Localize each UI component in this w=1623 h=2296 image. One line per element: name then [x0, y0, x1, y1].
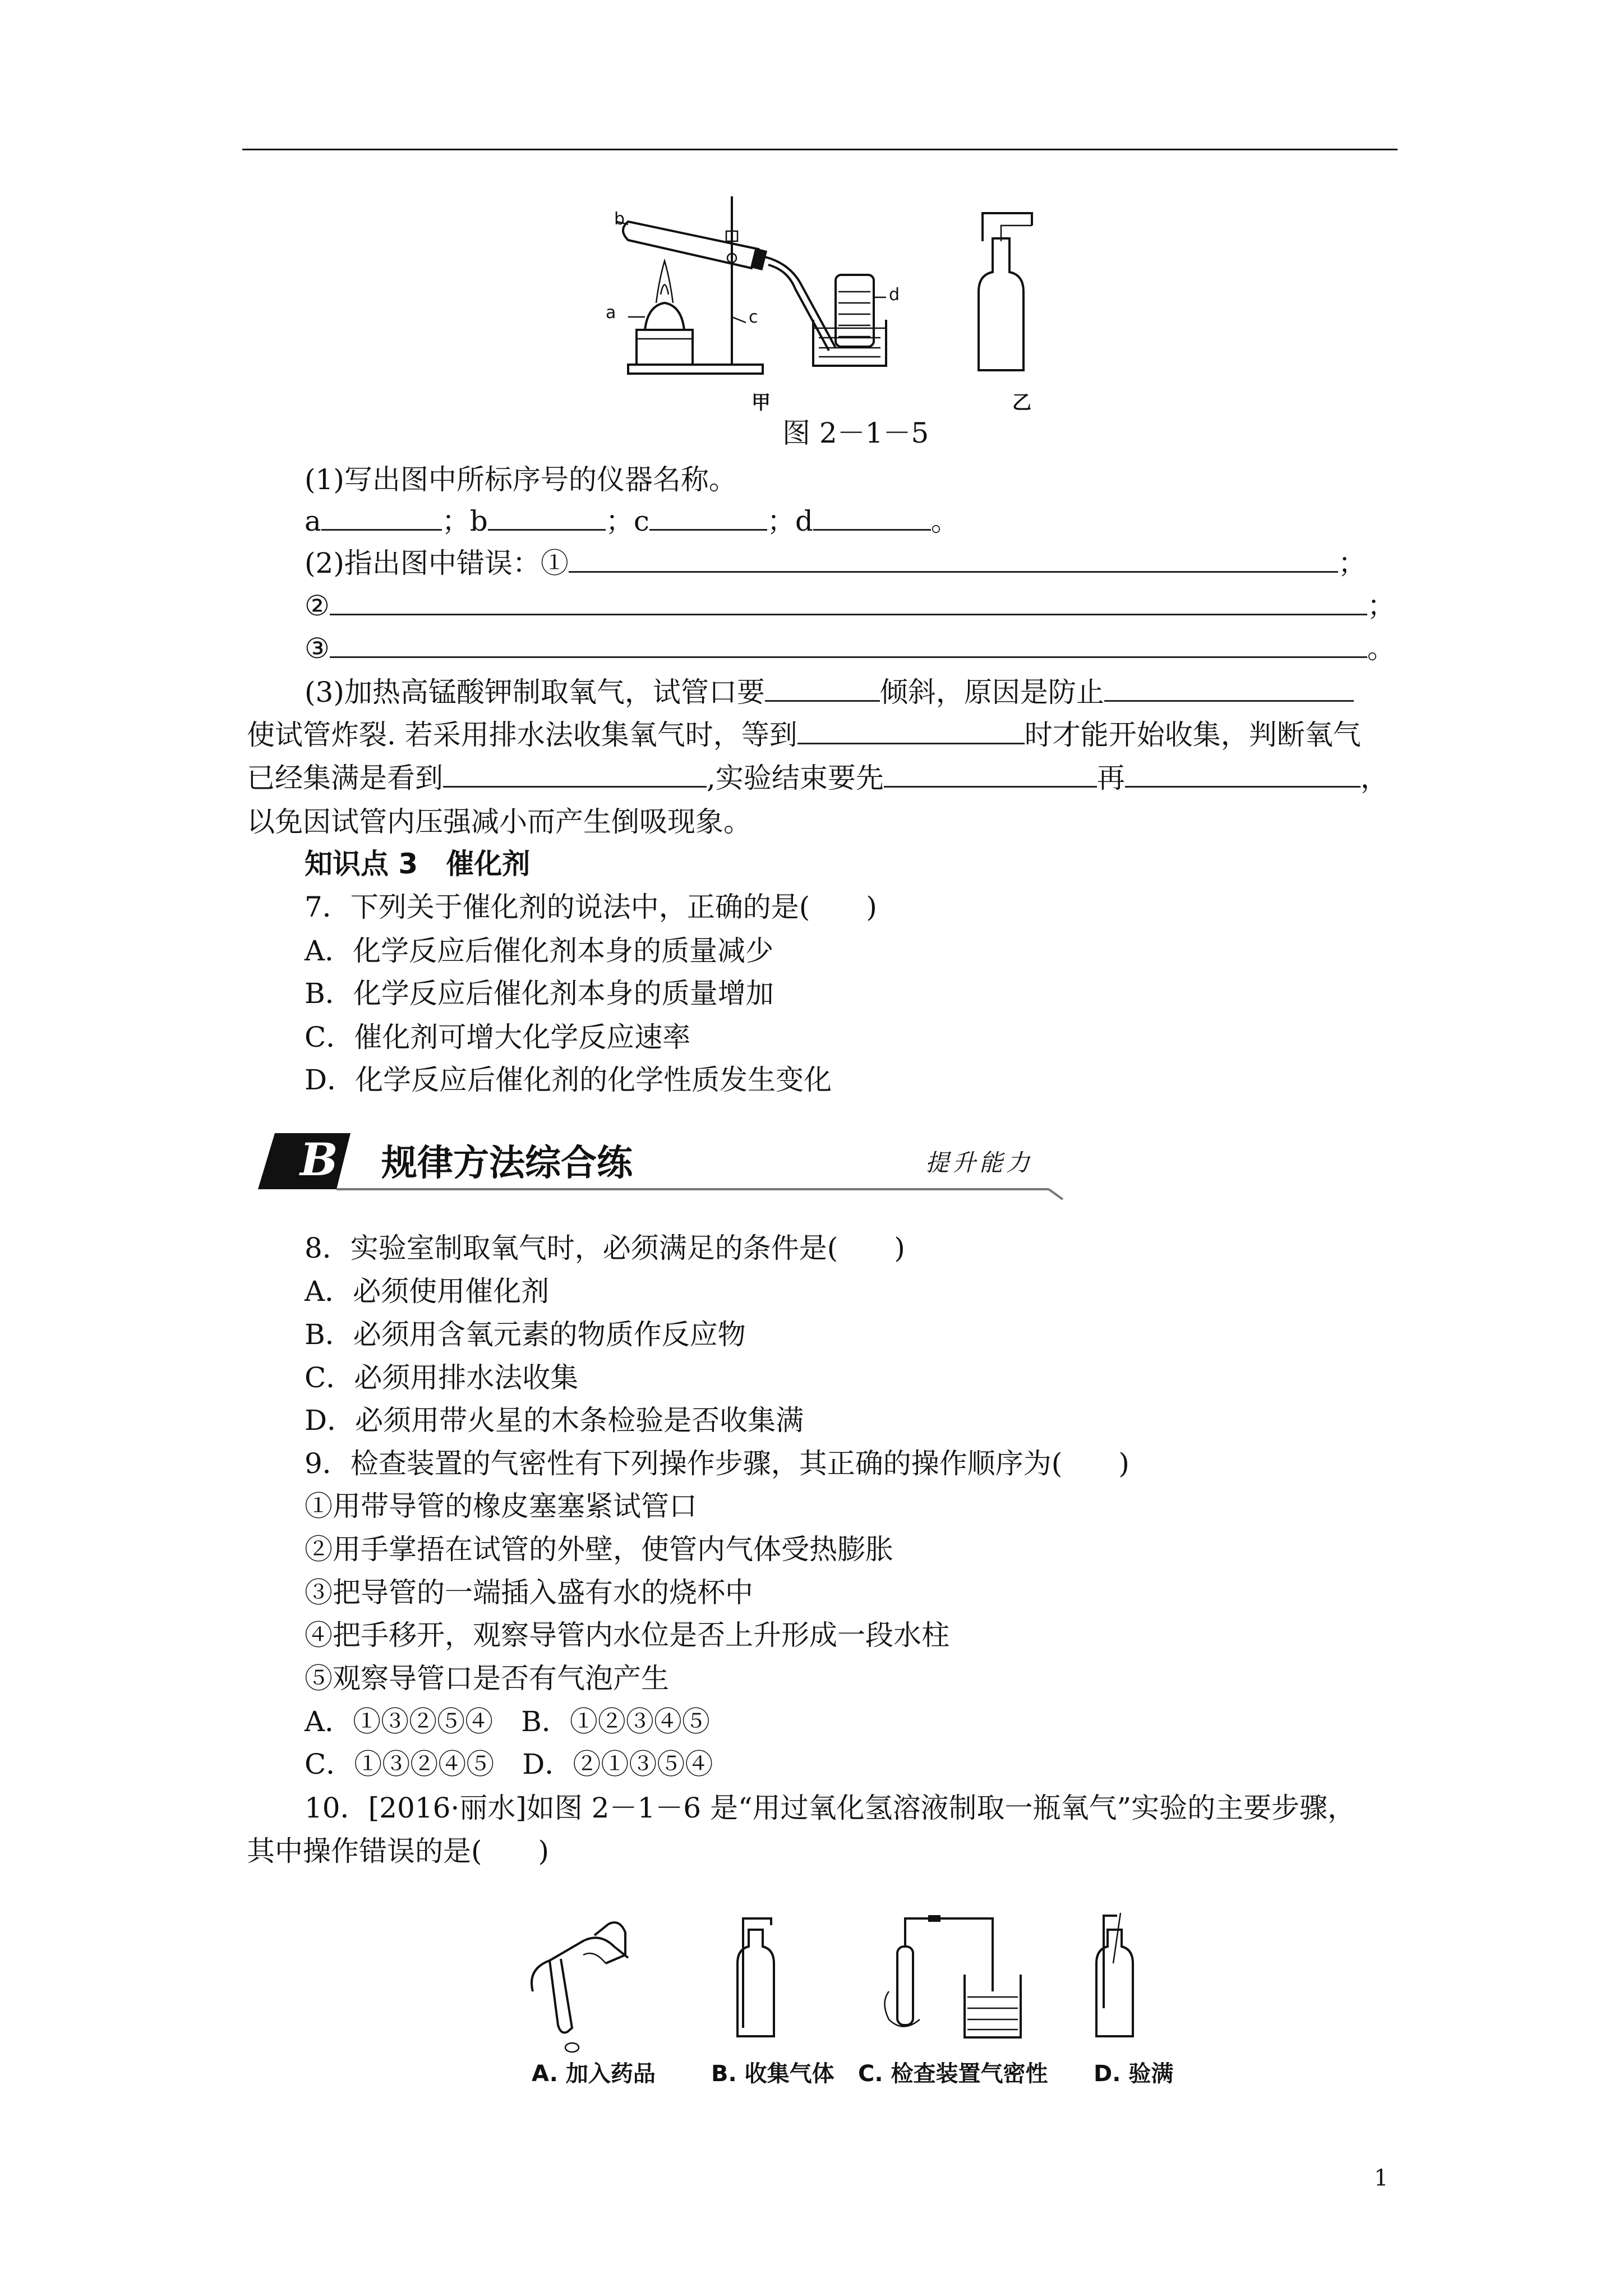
q8-option-d: D．必须用带火星的木条检验是否收集满 [305, 1404, 804, 1437]
panel-b-label: B. 收集气体 [711, 2061, 834, 2087]
panel-c-label: C. 检查装置气密性 [858, 2061, 1048, 2087]
q7-option-b: B．化学反应后催化剂本身的质量增加 [305, 977, 774, 1010]
q9-step-1: ①用带导管的橡皮塞塞紧试管口 [305, 1490, 697, 1522]
header-rule [242, 149, 1398, 150]
section-b-letter: B [300, 1133, 338, 1186]
q9-options-cd: C．①③②④⑤ D．②①③⑤④ [305, 1748, 713, 1780]
q8-option-b: B．必须用含氧元素的物质作反应物 [305, 1318, 746, 1351]
q6-p3-line2: 使试管炸裂. 若采用排水法收集氧气时，等到 时才能开始收集，判断氧气 [247, 717, 1361, 753]
section-b-title: 规律方法综合练 [381, 1143, 633, 1184]
panel-d-label: D. 验满 [1094, 2061, 1174, 2087]
figure-caption: 图 2－1－5 [782, 417, 929, 449]
q6-p1: (1)写出图中所标序号的仪器名称。 [305, 463, 737, 496]
q6-p3-line4: 以免因试管内压强减小而产生倒吸现象。 [247, 806, 751, 838]
fig-label-yi: 乙 [1012, 392, 1031, 414]
q9-step-3: ③把导管的一端插入盛有水的烧杯中 [305, 1576, 753, 1609]
q7-option-a: A．化学反应后催化剂本身的质量减少 [305, 935, 774, 967]
q8-stem: 8．实验室制取氧气时，必须满足的条件是( ) [305, 1232, 905, 1264]
figure-2-1-6-panels [516, 1907, 1150, 2053]
q9-step-2: ②用手掌捂在试管的外壁，使管内气体受热膨胀 [305, 1533, 893, 1566]
q7-option-d: D．化学反应后催化剂的化学性质发生变化 [305, 1064, 832, 1096]
section-b-subtitle: 提升能力 [925, 1149, 1034, 1176]
q6-p2-line3: ③ 。 [305, 631, 1395, 666]
q10-stem-line1: 10．[2016·丽水]如图 2－1－6 是“用过氧化氢溶液制取一瓶氧气”实验的主要步骤， [305, 1792, 1356, 1824]
fig-label-b: b [614, 209, 625, 229]
q9-step-5: ⑤观察导管口是否有气泡产生 [305, 1662, 669, 1695]
fig-label-c: c [749, 307, 758, 327]
q6-p2-line2: ② ； [305, 588, 1395, 624]
page-number: 1 [1374, 2165, 1389, 2191]
q9-options-ab: A．①③②⑤④ B．①②③④⑤ [305, 1705, 710, 1738]
q6-p1-blanks: a ；b ；c ；d 。 [305, 503, 959, 539]
q10-stem-line2: 其中操作错误的是( ) [247, 1835, 550, 1867]
q6-p3-line3: 已经集满是看到 ,实验结束要先 再 ， [247, 760, 1389, 796]
figure-2-1-5-apparatus [606, 191, 1082, 415]
q9-step-4: ④把手移开，观察导管内水位是否上升形成一段水柱 [305, 1619, 949, 1651]
q8-option-a: A．必须使用催化剂 [305, 1275, 550, 1308]
q8-option-c: C．必须用排水法收集 [305, 1361, 579, 1394]
fig-label-a: a [606, 303, 616, 323]
q7-option-c: C．催化剂可增大化学反应速率 [305, 1021, 691, 1053]
fig-label-jia: 甲 [751, 392, 771, 414]
panel-a-label: A. 加入药品 [532, 2061, 656, 2087]
q9-stem: 9．检查装置的气密性有下列操作步骤，其正确的操作顺序为( ) [305, 1447, 1129, 1480]
q6-p2-line1: (2)指出图中错误：① ； [305, 545, 1366, 581]
q6-p3-line1: (3)加热高锰酸钾制取氧气，试管口要 倾斜，原因是防止 [305, 674, 1354, 710]
q7-stem: 7．下列关于催化剂的说法中，正确的是( ) [305, 891, 877, 923]
fig-label-d: d [889, 285, 900, 305]
knowledge-point-3-heading: 知识点 3 催化剂 [305, 848, 531, 880]
